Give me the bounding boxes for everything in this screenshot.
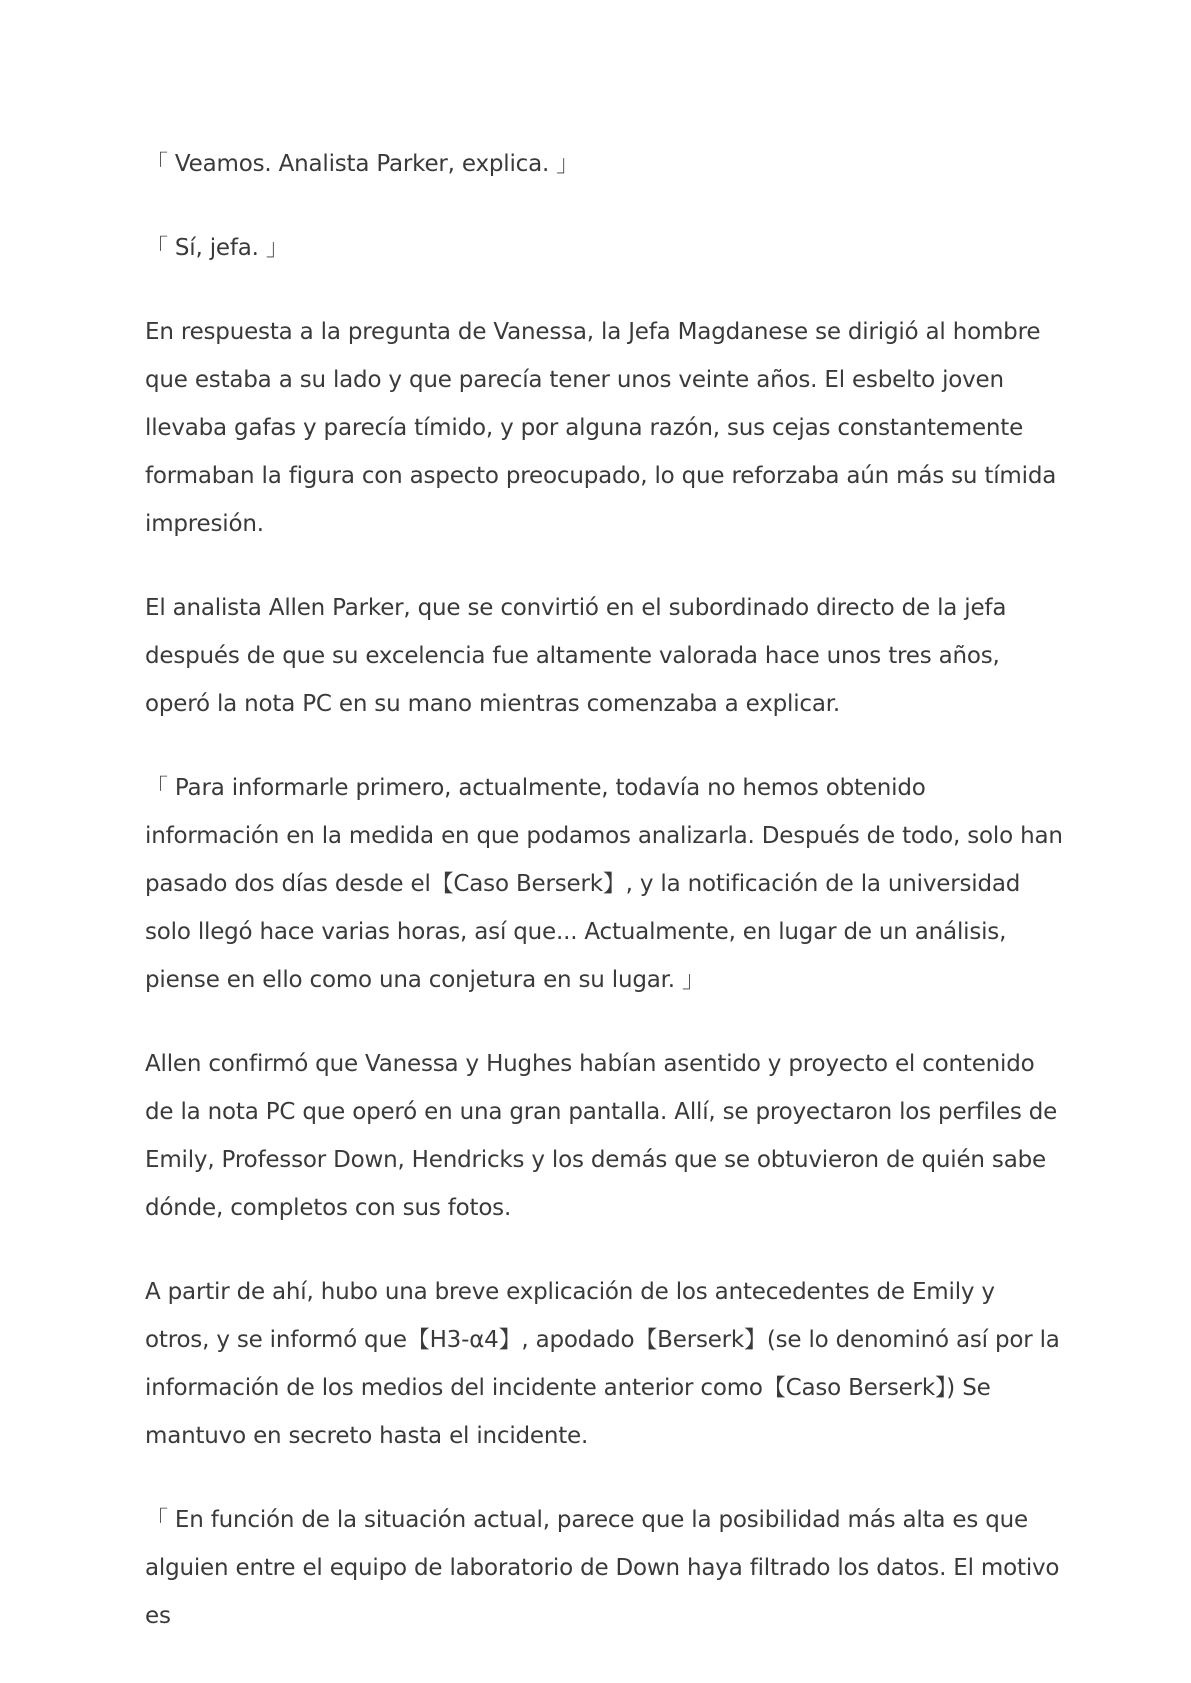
dialogue-line: 「 Para informarle primero, actualmente, todavía no hemos obtenido información en la medida en que podamos analizarla. Después de todo, solo han pasado dos días desde el【Caso Berserk】, y la notificación de la universidad solo llegó hace varias horas, así que... Actualmente, en lugar de un análisis, piense en ello como una conjetura en su lugar. 」 (145, 775, 1063, 993)
dialogue-line: 「 Sí, jefa. 」 (145, 235, 289, 261)
narration-paragraph: El analista Allen Parker, que se convirtió en el subordinado directo de la jefa después de que su excelencia fue altamente valorada hace unos tres años, operó la nota PC en su mano mientras comenzaba a explicar. (145, 595, 1007, 717)
dialogue-line: 「 En función de la situación actual, parece que la posibilidad más alta es que alguien entre el equipo de laboratorio de Down haya filtrado los datos. El motivo es (145, 1507, 1060, 1629)
document-page (145, 140, 1065, 1676)
narration-paragraph: Allen confirmó que Vanessa y Hughes habían asentido y proyecto el contenido de la nota PC que operó en una gran pantalla. Allí, se proyectaron los perfiles de Emily, Professor Down, Hendricks y los demás que se obtuvieron de quién sabe dónde, completos con sus fotos. (145, 1051, 1058, 1221)
narration-paragraph: En respuesta a la pregunta de Vanessa, la Jefa Magdanese se dirigió al hombre que estaba a su lado y que parecía tener unos veinte años. El esbelto joven llevaba gafas y parecía tímido, y por alguna razón, sus cejas constantemente formaban la figura con aspecto preocupado, lo que reforzaba aún más su tímida impresión. (145, 319, 1057, 537)
dialogue-line: 「 Veamos. Analista Parker, explica. 」 (145, 151, 579, 177)
narration-paragraph: A partir de ahí, hubo una breve explicación de los antecedentes de Emily y otros, y se informó que【H3-α4】, apodado【Berserk】(se lo denominó así por la información de los medios del incidente anterior como【Caso Berserk】) Se mantuvo en secreto hasta el incidente. (145, 1279, 1060, 1449)
